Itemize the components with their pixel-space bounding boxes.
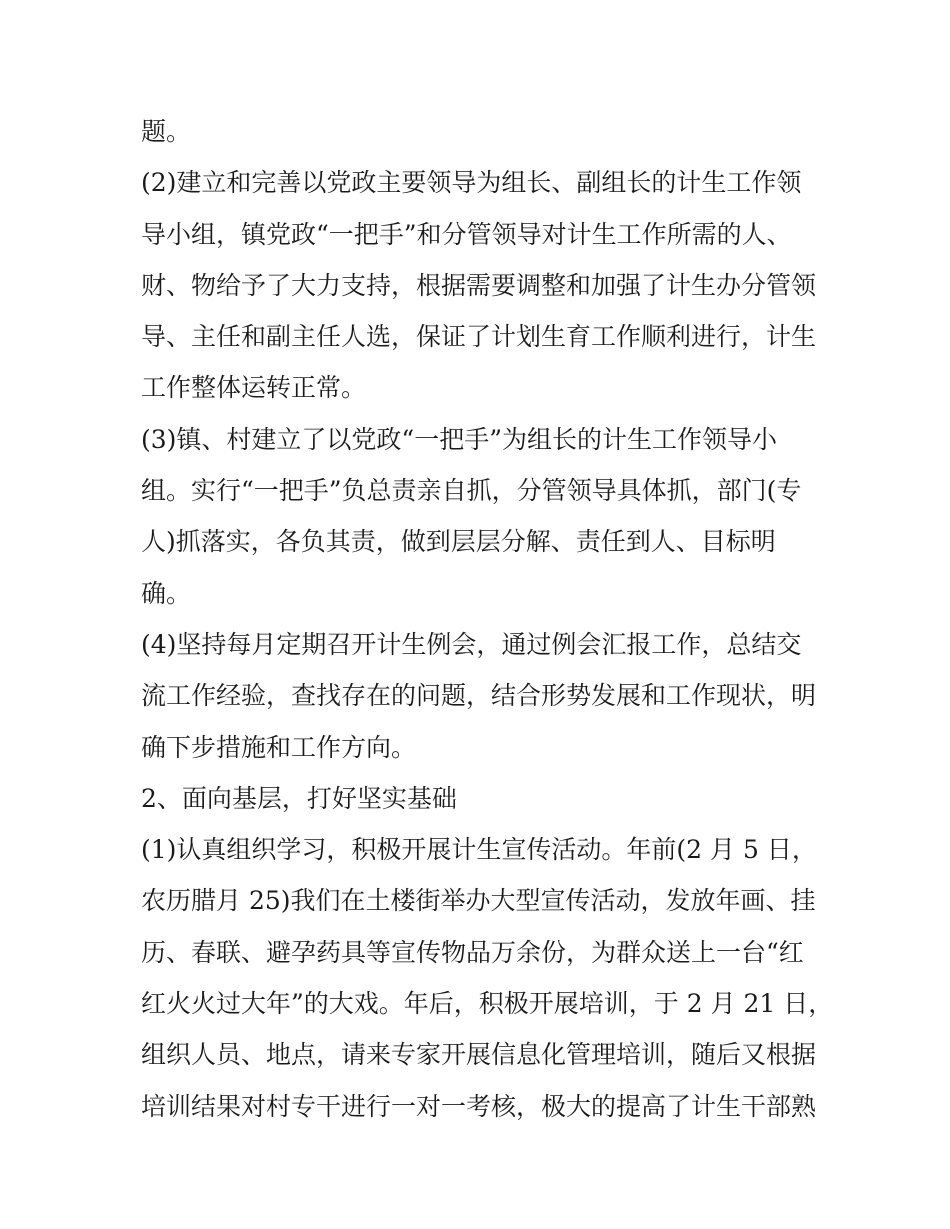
text-line: 题。 bbox=[141, 117, 192, 146]
text-line: (1)认真组织学习，积极开展计生宣传活动。年前(2 月 5 日， bbox=[141, 835, 817, 865]
section-heading: 2、面向基层，打好坚实基础 bbox=[141, 783, 457, 813]
text-line: 组织人员、地点，请来专家开展信息化管理培训，随后又根据 bbox=[141, 1040, 817, 1070]
text-line: 导、主任和副主任人选，保证了计划生育工作顺利进行，计生 bbox=[141, 322, 817, 352]
text-line: 红火火过大年”的大戏。年后，积极开展培训，于 2 月 21 日， bbox=[141, 989, 834, 1019]
text-line: 农历腊月 25)我们在土楼街举办大型宣传活动，发放年画、挂 bbox=[141, 886, 816, 916]
text-line: 财、物给予了大力支持，根据需要调整和加强了计生办分管领 bbox=[141, 270, 817, 300]
body-text bbox=[141, 106, 834, 1132]
text-line: 历、春联、避孕药具等宣传物品万余份，为群众送上一台“红 bbox=[141, 937, 804, 967]
text-line: 确下步措施和工作方向。 bbox=[141, 732, 417, 762]
text-line: 培训结果对村专干进行一对一考核，极大的提高了计生干部熟 bbox=[141, 1091, 817, 1121]
text-line: 确。 bbox=[141, 578, 192, 608]
text-line: 导小组，镇党政“一把手”和分管领导对计生工作所需的人、 bbox=[141, 219, 792, 249]
text-line: (4)坚持每月定期召开计生例会，通过例会汇报工作，总结交 bbox=[141, 629, 802, 659]
text-line: 流工作经验，查找存在的问题，结合形势发展和工作现状，明 bbox=[141, 681, 817, 711]
text-line: (3)镇、村建立了以党政“一把手”为组长的计生工作领导小 bbox=[141, 424, 777, 454]
text-line: (2)建立和完善以党政主要领导为组长、副组长的计生工作领 bbox=[141, 168, 802, 198]
text-line: 人)抓落实，各负其责，做到层层分解、责任到人、目标明 bbox=[141, 527, 776, 557]
text-line: 工作整体运转正常。 bbox=[141, 373, 367, 403]
text-line: 组。实行“一把手”负总责亲自抓，分管领导具体抓，部门(专 bbox=[141, 476, 802, 506]
